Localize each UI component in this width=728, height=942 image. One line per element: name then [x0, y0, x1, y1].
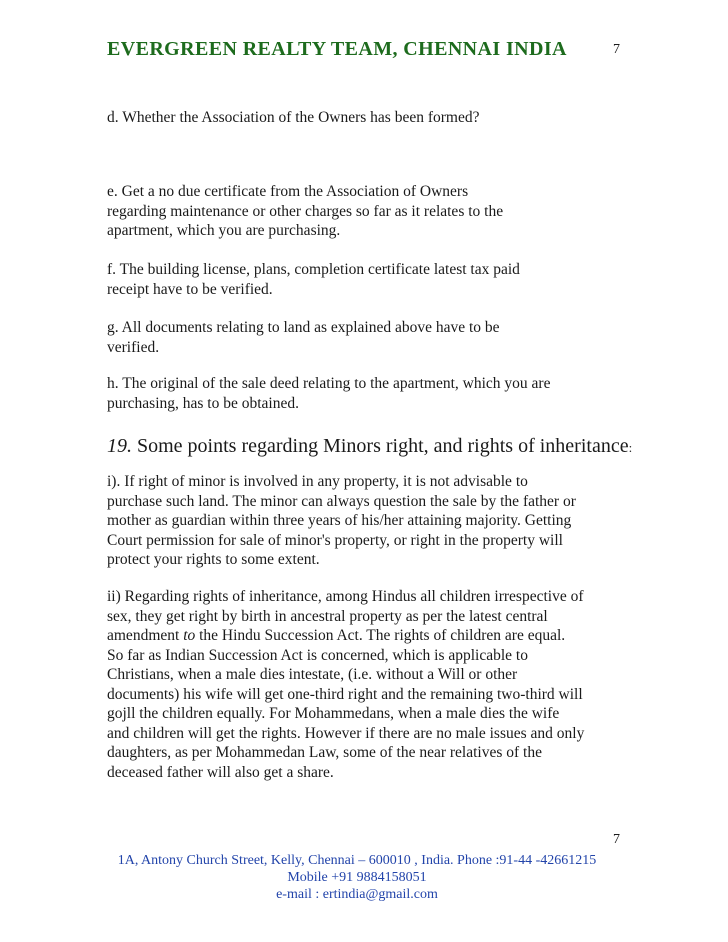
section-19-heading [107, 435, 632, 458]
page-footer [107, 852, 607, 903]
footer-page-number: 7 [613, 832, 620, 847]
item-e [107, 182, 647, 241]
footer-address: 1A, Antony Church Street, Kelly, Chennai – 600010 , India. Phone :91-44 -42661215 [117, 853, 597, 868]
emphasis-text: to [183, 627, 196, 644]
section-title: Some points regarding Minors right, and rights of inheritance [132, 435, 629, 457]
text-line: daughters, as per Mohammedan Law, some of the near relatives of the [107, 744, 542, 761]
section-number: 19. [107, 435, 132, 457]
text-line [107, 626, 667, 646]
text-line: mother as guardian within three years of his/her attaining majority. Getting [107, 512, 572, 529]
text-line: sex, they get right by birth in ancestral property as per the latest central [107, 607, 548, 625]
text-fragment: amendment [107, 627, 184, 644]
footer-mobile: Mobile +91 9884158051 [287, 870, 427, 885]
text-line: e. Get a no due certificate from the Association of Owners [107, 183, 469, 200]
text-line: f. The building license, plans, completion certificate latest tax paid [107, 261, 520, 278]
text-line: documents) his wife will get one-third right and the remaining two-third will [107, 685, 583, 703]
text-line: Christians, when a male dies intestate, (i.e. without a Will or other [107, 666, 518, 683]
text-line: verified. [107, 338, 160, 356]
text-line: ii) Regarding rights of inheritance, among Hindus all children irrespective of [107, 588, 584, 605]
text-line: i). If right of minor is involved in any property, it is not advisable to [107, 473, 528, 490]
text-line: So far as Indian Succession Act is concerned, which is applicable to [107, 646, 528, 664]
item-f [107, 260, 647, 299]
text-line: Court permission for sale of minor's property, or right in the property will [107, 531, 563, 549]
item-d [107, 108, 647, 128]
text-line: and children will get the rights. However if there are no male issues and only [107, 724, 585, 742]
text-line: gojll the children equally. For Mohammedans, when a male dies the wife [107, 705, 560, 722]
page-header-title: EVERGREEN REALTY TEAM, CHENNAI INDIA [107, 38, 567, 60]
section-colon: : [628, 440, 633, 455]
text-line: protect your rights to some extent. [107, 551, 320, 568]
text-fragment: the Hindu Succession Act. The rights of children are equal. [195, 627, 566, 644]
header-page-number: 7 [613, 42, 620, 57]
paragraph-inheritance [107, 587, 667, 782]
text-line: purchase such land. The minor can always question the sale by the father or [107, 492, 576, 510]
text-line: d. Whether the Association of the Owners has been formed? [107, 109, 480, 126]
text-line: regarding maintenance or other charges so far as it relates to the [107, 202, 504, 220]
item-h [107, 374, 647, 413]
footer-email: e-mail : ertindia@gmail.com [276, 887, 438, 902]
text-line: deceased father will also get a share. [107, 763, 334, 781]
text-line: g. All documents relating to land as explained above have to be [107, 319, 500, 336]
text-line: purchasing, has to be obtained. [107, 394, 299, 412]
text-line: apartment, which you are purchasing. [107, 222, 341, 239]
paragraph-minor-rights [107, 472, 667, 570]
text-line: h. The original of the sale deed relating to the apartment, which you are [107, 375, 551, 392]
text-line: receipt have to be verified. [107, 280, 273, 298]
item-g [107, 318, 647, 357]
